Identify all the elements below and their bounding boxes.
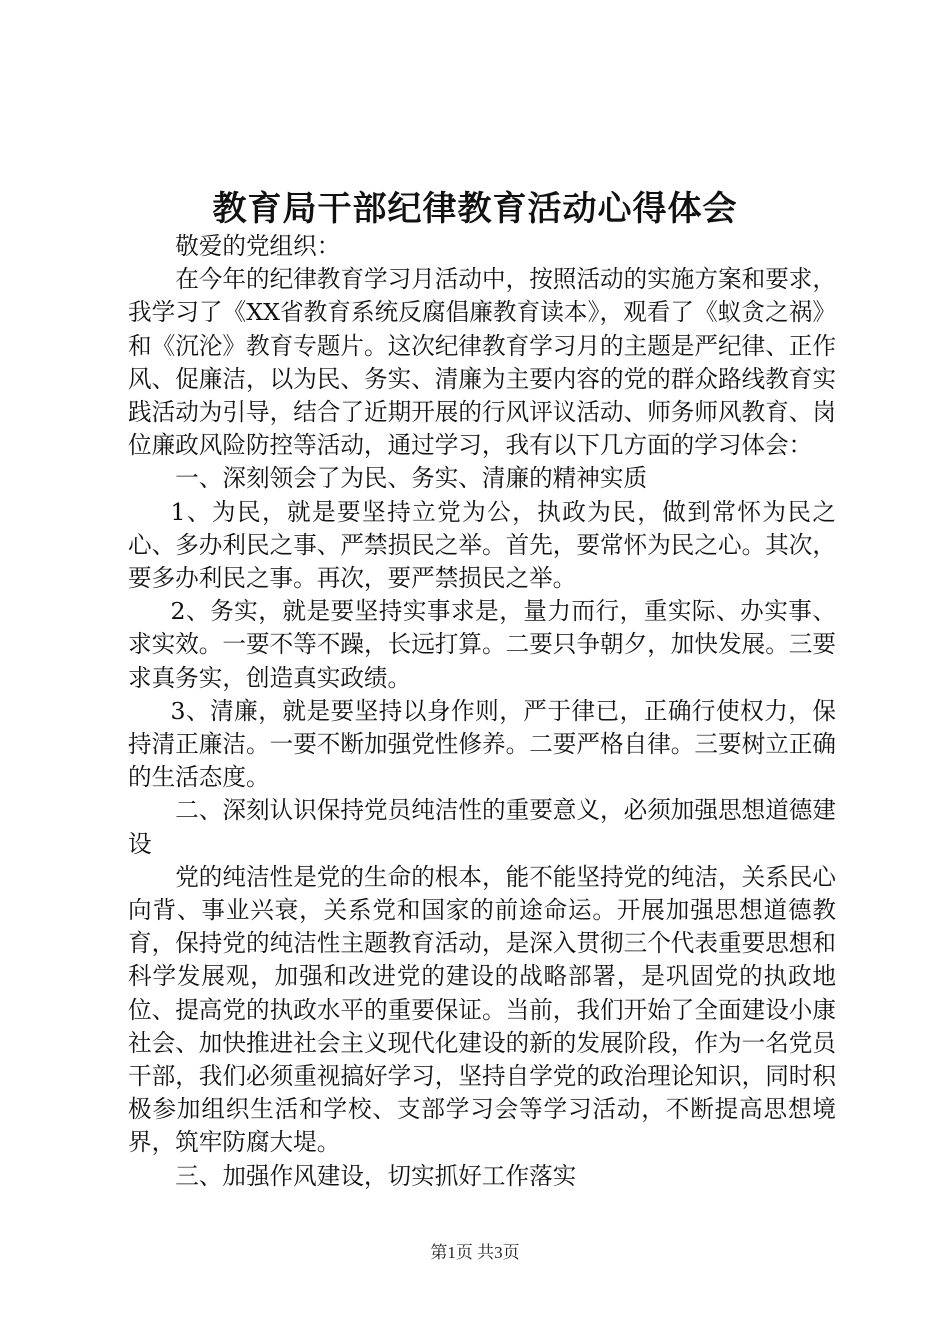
document-title: 教育局干部纪律教育活动心得体会 — [212, 189, 738, 229]
point-1-paragraph: 1、为民，就是要坚持立党为公，执政为民，做到常怀为民之心、多办利民之事、严禁损民之举。首先，要常怀为民之心。其次，要多办利民之事。再次，要严禁损民之举。 — [128, 497, 836, 593]
section-2-paragraph: 党的纯洁性是党的生命的根本，能不能坚持党的纯洁，关系民心向背、事业兴衰，关系党和国家的前途命运。开展加强思想道德教育，保持党的纯洁性主题教育活动，是深入贯彻三个代表重要思想和科学发展观，加强和改进党的建设的战略部署，是巩固党的执政地位、提高党的执政水平的重要保证。当前，我们开始了全面建设小康社会、加快推进社会主义现代化建设的新的发展阶段，作为一名党员干部，我们必须重视搞好学习，坚持自学党的政治理论知识，同时积极参加组织生活和学校、支部学习会等学习活动，不断提高思想境界，筑牢防腐大堤。 — [128, 862, 836, 1157]
section-heading-3: 三、加强作风建设，切实抓好工作落实 — [175, 1161, 577, 1190]
point-2-paragraph: 2、务实，就是要坚持实事求是，量力而行，重实际、办实事、求实效。一要不等不躁，长远打算。二要只争朝夕，加快发展。三要求真务实，创造真实政绩。 — [128, 597, 836, 692]
point-3-paragraph: 3、清廉，就是要坚持以身作则，严于律已，正确行使权力，保持清正廉洁。一要不断加强党性修养。二要严格自律。三要树立正确的生活态度。 — [128, 696, 836, 792]
section-heading-1: 一、深刻领会了为民、务实、清廉的精神实质 — [175, 464, 648, 493]
page-footer: 第1页 共3页 — [430, 1243, 520, 1262]
document-body — [128, 230, 836, 1193]
salutation: 敬爱的党组织： — [175, 232, 341, 260]
section-heading-2: 二、深刻认识保持党员纯洁性的重要意义，必须加强思想道德建设 — [128, 796, 836, 858]
intro-paragraph: 在今年的纪律教育学习月活动中，按照活动的实施方案和要求，我学习了《XX省教育系统反腐倡廉教育读本》，观看了《蚁贪之祸》和《沉沦》教育专题片。这次纪律教育学习月的主题是严纪律、正作风、促廉洁，以为民、务实、清廉为主要内容的党的群众路线教育实践活动为引导，结合了近期开展的行风评议活动、师务师风教育、岗位廉政风险防控等活动，通过学习，我有以下几方面的学习体会： — [128, 265, 836, 460]
